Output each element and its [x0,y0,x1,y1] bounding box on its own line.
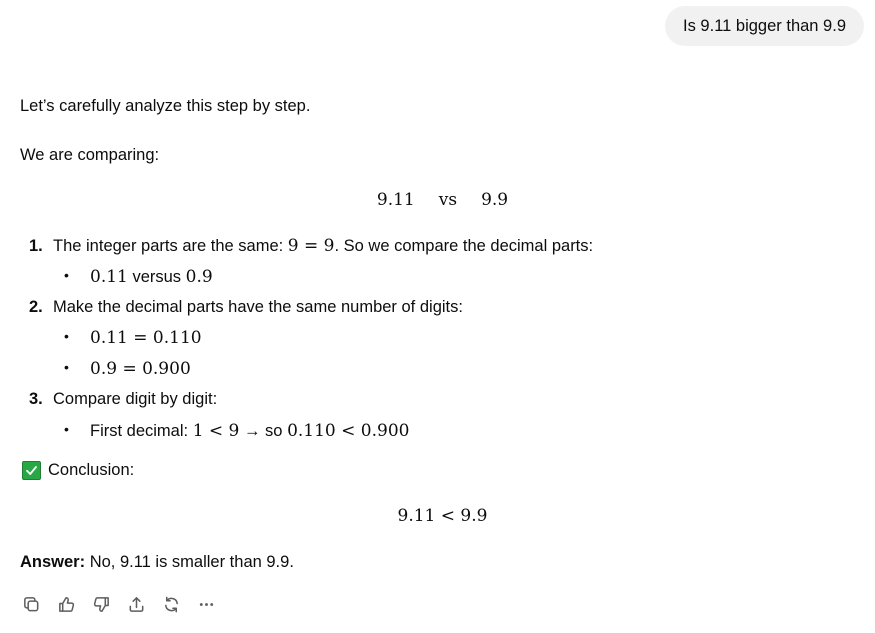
share-button[interactable] [126,594,146,614]
bullet-marker: • [64,328,69,344]
intro-text: Let’s carefully analyze this step by step. [20,97,311,115]
step-1-number: 1. [29,237,43,255]
display-equation [0,190,875,210]
check-mark-icon [22,461,41,480]
user-message-text: Is 9.11 bigger than 9.9 [683,16,846,35]
step-2-bullet-2 [64,359,191,379]
regenerate-icon [162,595,181,614]
step-2-number: 2. [29,298,43,316]
copy-button[interactable] [21,594,41,614]
more-icon [197,595,216,614]
thumbs-down-icon [92,595,111,614]
bullet-marker: • [64,267,69,283]
conclusion [22,461,134,480]
conclusion-equation: 9.11 < 9.9 [397,506,488,526]
eq-right: 9.9 [481,190,509,210]
thumbs-up-icon [57,595,76,614]
bullet-marker: • [64,421,69,437]
bullet-text-a: First decimal: [90,422,193,440]
step-1-math: 9 = 9 [287,236,335,256]
thumbs-down-button[interactable] [91,594,111,614]
bullet-math-b: 0.110 < 0.900 [287,421,410,441]
answer-text: No, 9.11 is smaller than 9.9. [85,553,294,571]
step-3-bullet-1 [64,421,409,441]
step-3-number: 3. [29,390,43,408]
user-message-bubble [665,6,864,46]
step-1-text-before: The integer parts are the same: [53,237,288,255]
step-1-text-after: . So we compare the decimal parts: [334,237,594,255]
eq-left: 9.11 [376,190,415,210]
step-2-text: Make the decimal parts have the same number of digits: [53,298,463,316]
thumbs-up-button[interactable] [56,594,76,614]
conclusion-label: Conclusion: [48,461,135,479]
bullet-math-a: 0.11 [90,267,128,287]
comparing-text: We are comparing: [20,146,160,164]
step-3 [29,390,217,409]
bullet-text-b: → so [239,422,288,440]
step-1 [29,236,593,256]
bullet-math-a: 1 < 9 [192,421,240,441]
bullet-math: 0.11 = 0.110 [90,328,202,348]
answer [20,553,294,572]
bullet-math-b: 0.9 [185,267,213,287]
regenerate-button[interactable] [161,594,181,614]
step-3-text: Compare digit by digit: [53,390,218,408]
share-icon [127,595,146,614]
copy-icon [22,595,41,614]
step-2-bullet-1 [64,328,202,348]
bullet-marker: • [64,359,69,375]
step-2 [29,298,463,317]
bullet-math: 0.9 = 0.900 [90,359,191,379]
answer-label: Answer: [20,553,86,571]
bullet-text: versus [127,268,186,286]
more-button[interactable] [196,594,216,614]
message-actions-toolbar [21,594,216,614]
eq-vs: vs [438,190,458,210]
step-1-bullet-1 [64,267,213,287]
